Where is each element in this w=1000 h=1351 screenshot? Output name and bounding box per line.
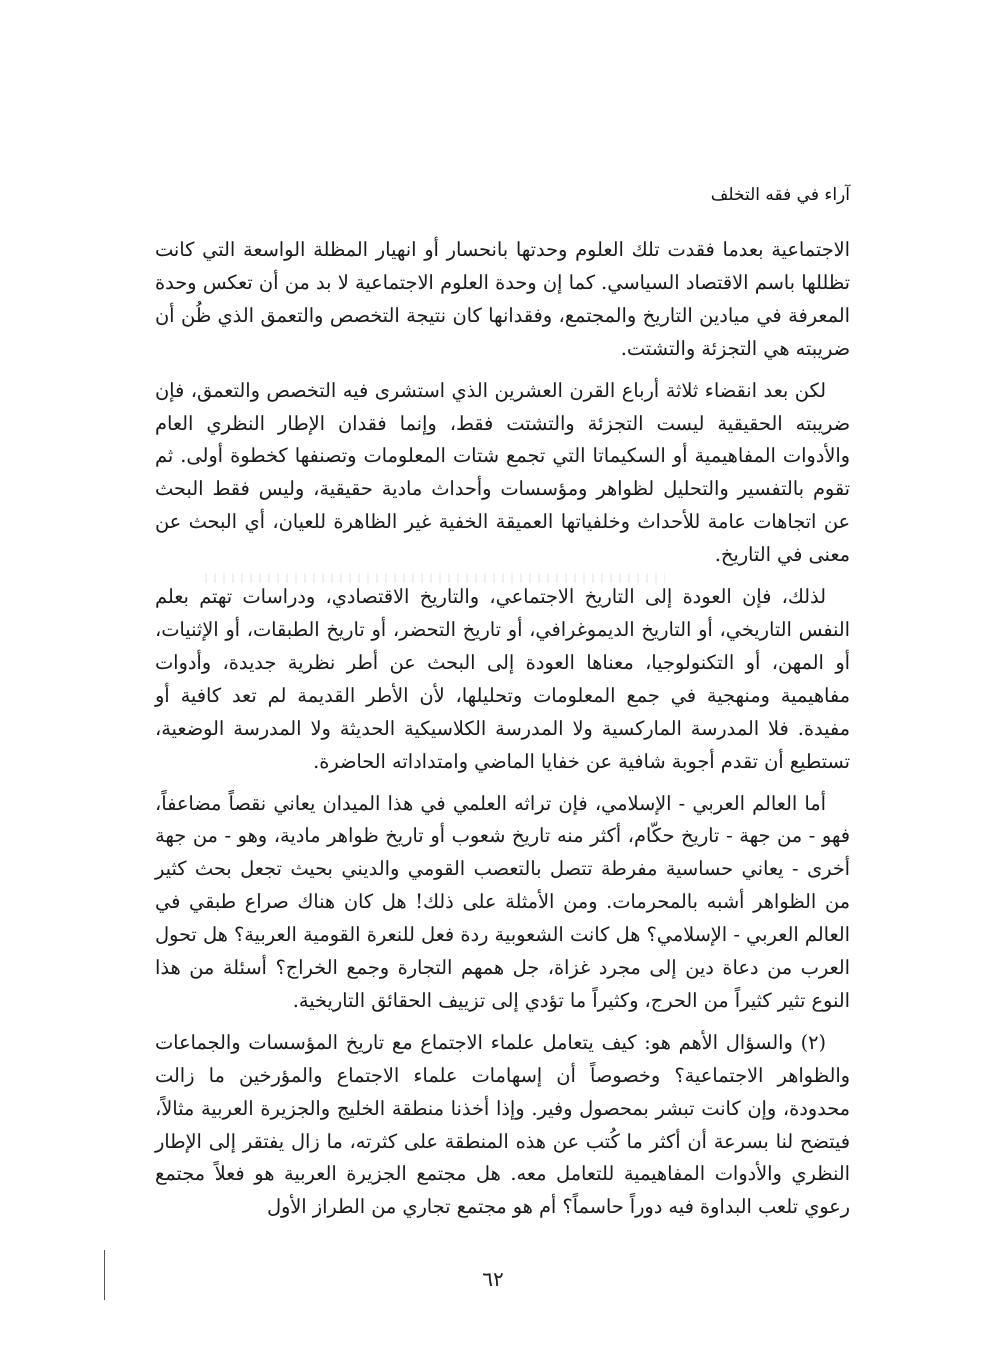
paragraph-3: لذلك، فإن العودة إلى التاريخ الاجتماعي، والتاريخ الاقتصادي، ودراسات تهتم بعلم النفس التاريخي، أو التاريخ الديموغرافي، أو تاريخ التحضر، أو تاريخ الطبقات، أو الإثنيات، أو المهن، أو التكنولوجيا، معناها العودة إلى البحث عن أطر نظرية جديدة، وأدوات مفاهيمية ومنهجية في جمع المعلومات وتحليلها، لأن الأطر القديمة لم تعد كافية أو مفيدة. فلا المدرسة الماركسية ولا المدرسة الكلاسيكية الحديثة ولا المدرسة الوضعية، تستطيع أن تقدم أجوبة شافية عن خفايا الماضي وامتداداته الحاضرة. <box>155 585 850 773</box>
paragraph-1: الاجتماعية بعدما فقدت تلك العلوم وحدتها بانحسار أو انهيار المظلة الواسعة التي كانت تظللها باسم الاقتصاد السياسي. كما إن وحدة العلوم الاجتماعية لا بد من أن تعكس وحدة المعرفة في ميادين التاريخ والمجتمع، وفقدانها كان نتيجة التخصص والتعمق الذي ظُن أن ضريبته هي التجزئة والتشتت. <box>155 238 850 360</box>
paragraph-2: لكن بعد انقضاء ثلاثة أرباع القرن العشرين الذي استشرى فيه التخصص والتعمق، فإن ضريبته الحقيقية ليست التجزئة والتشتت فقط، وإنما فقدان الإطار النظري العام والأدوات المفاهيمية أو السكيماتا التي تجمع شتات المعلومات وتصنفها كخطوة أولى. ثم تقوم بالتفسير والتحليل لظواهر ومؤسسات وأحداث مادية حقيقية، وليس فقط البحث عن اتجاهات عامة للأحداث وخلفياتها العميقة الخفية غير الظاهرة للعيان، أي البحث عن معنى في التاريخ. <box>155 378 850 567</box>
body-text <box>155 234 850 1233</box>
paragraph-5: (٢) والسؤال الأهم هو: كيف يتعامل علماء الاجتماع مع تاريخ المؤسسات والجماعات والظواهر الاجتماعية؟ وخصوصاً أن إسهامات علماء الاجتماع والمؤرخين ما زالت محدودة، وإن كانت تبشر بمحصول وفير. وإذا أخذنا منطقة الخليج والجزيرة العربية مثالاً، فيتضح لنا بسرعة أن أكثر ما كُتب عن هذه المنطقة على كثرته، ما زال يفتقر إلى الإطار النظري والأدوات المفاهيمية للتعامل معه. هل مجتمع الجزيرة العربية هو فعلاً مجتمع رعوي تلعب البداوة فيه دوراً حاسماً؟ أم هو مجتمع تجاري من الطراز الأول <box>155 1030 850 1219</box>
paragraph-4: أما العالم العربي - الإسلامي، فإن تراثه العلمي في هذا الميدان يعاني نقصاً مضاعفاً، فهو - من جهة - تاريخ حكّام، أكثر منه تاريخ شعوب أو تاريخ ظواهر مادية، وهو - من جهة أخرى - يعاني حساسية مفرطة تتصل بالتعصب القومي والديني بحيث تجعل بحث كثير من الظواهر أشبه بالمحرمات. ومن الأمثلة على ذلك! هل كان هناك صراع طبقي في العالم العربي - الإسلامي؟ هل كانت الشعوبية ردة فعل للنعرة القومية العربية؟ هل تحول العرب من دعاة دين إلى مجرد غزاة، جل همهم التجارة وجمع الخراج؟ أسئلة من هذا النوع تثير كثيراً من الحرج، وكثيراً ما تؤدي إلى تزييف الحقائق التاريخية. <box>155 791 850 1012</box>
running-header: آراء في فقه التخلف <box>710 185 850 205</box>
scan-artifact <box>205 573 665 583</box>
page-number: ٦٢ <box>482 1267 504 1291</box>
